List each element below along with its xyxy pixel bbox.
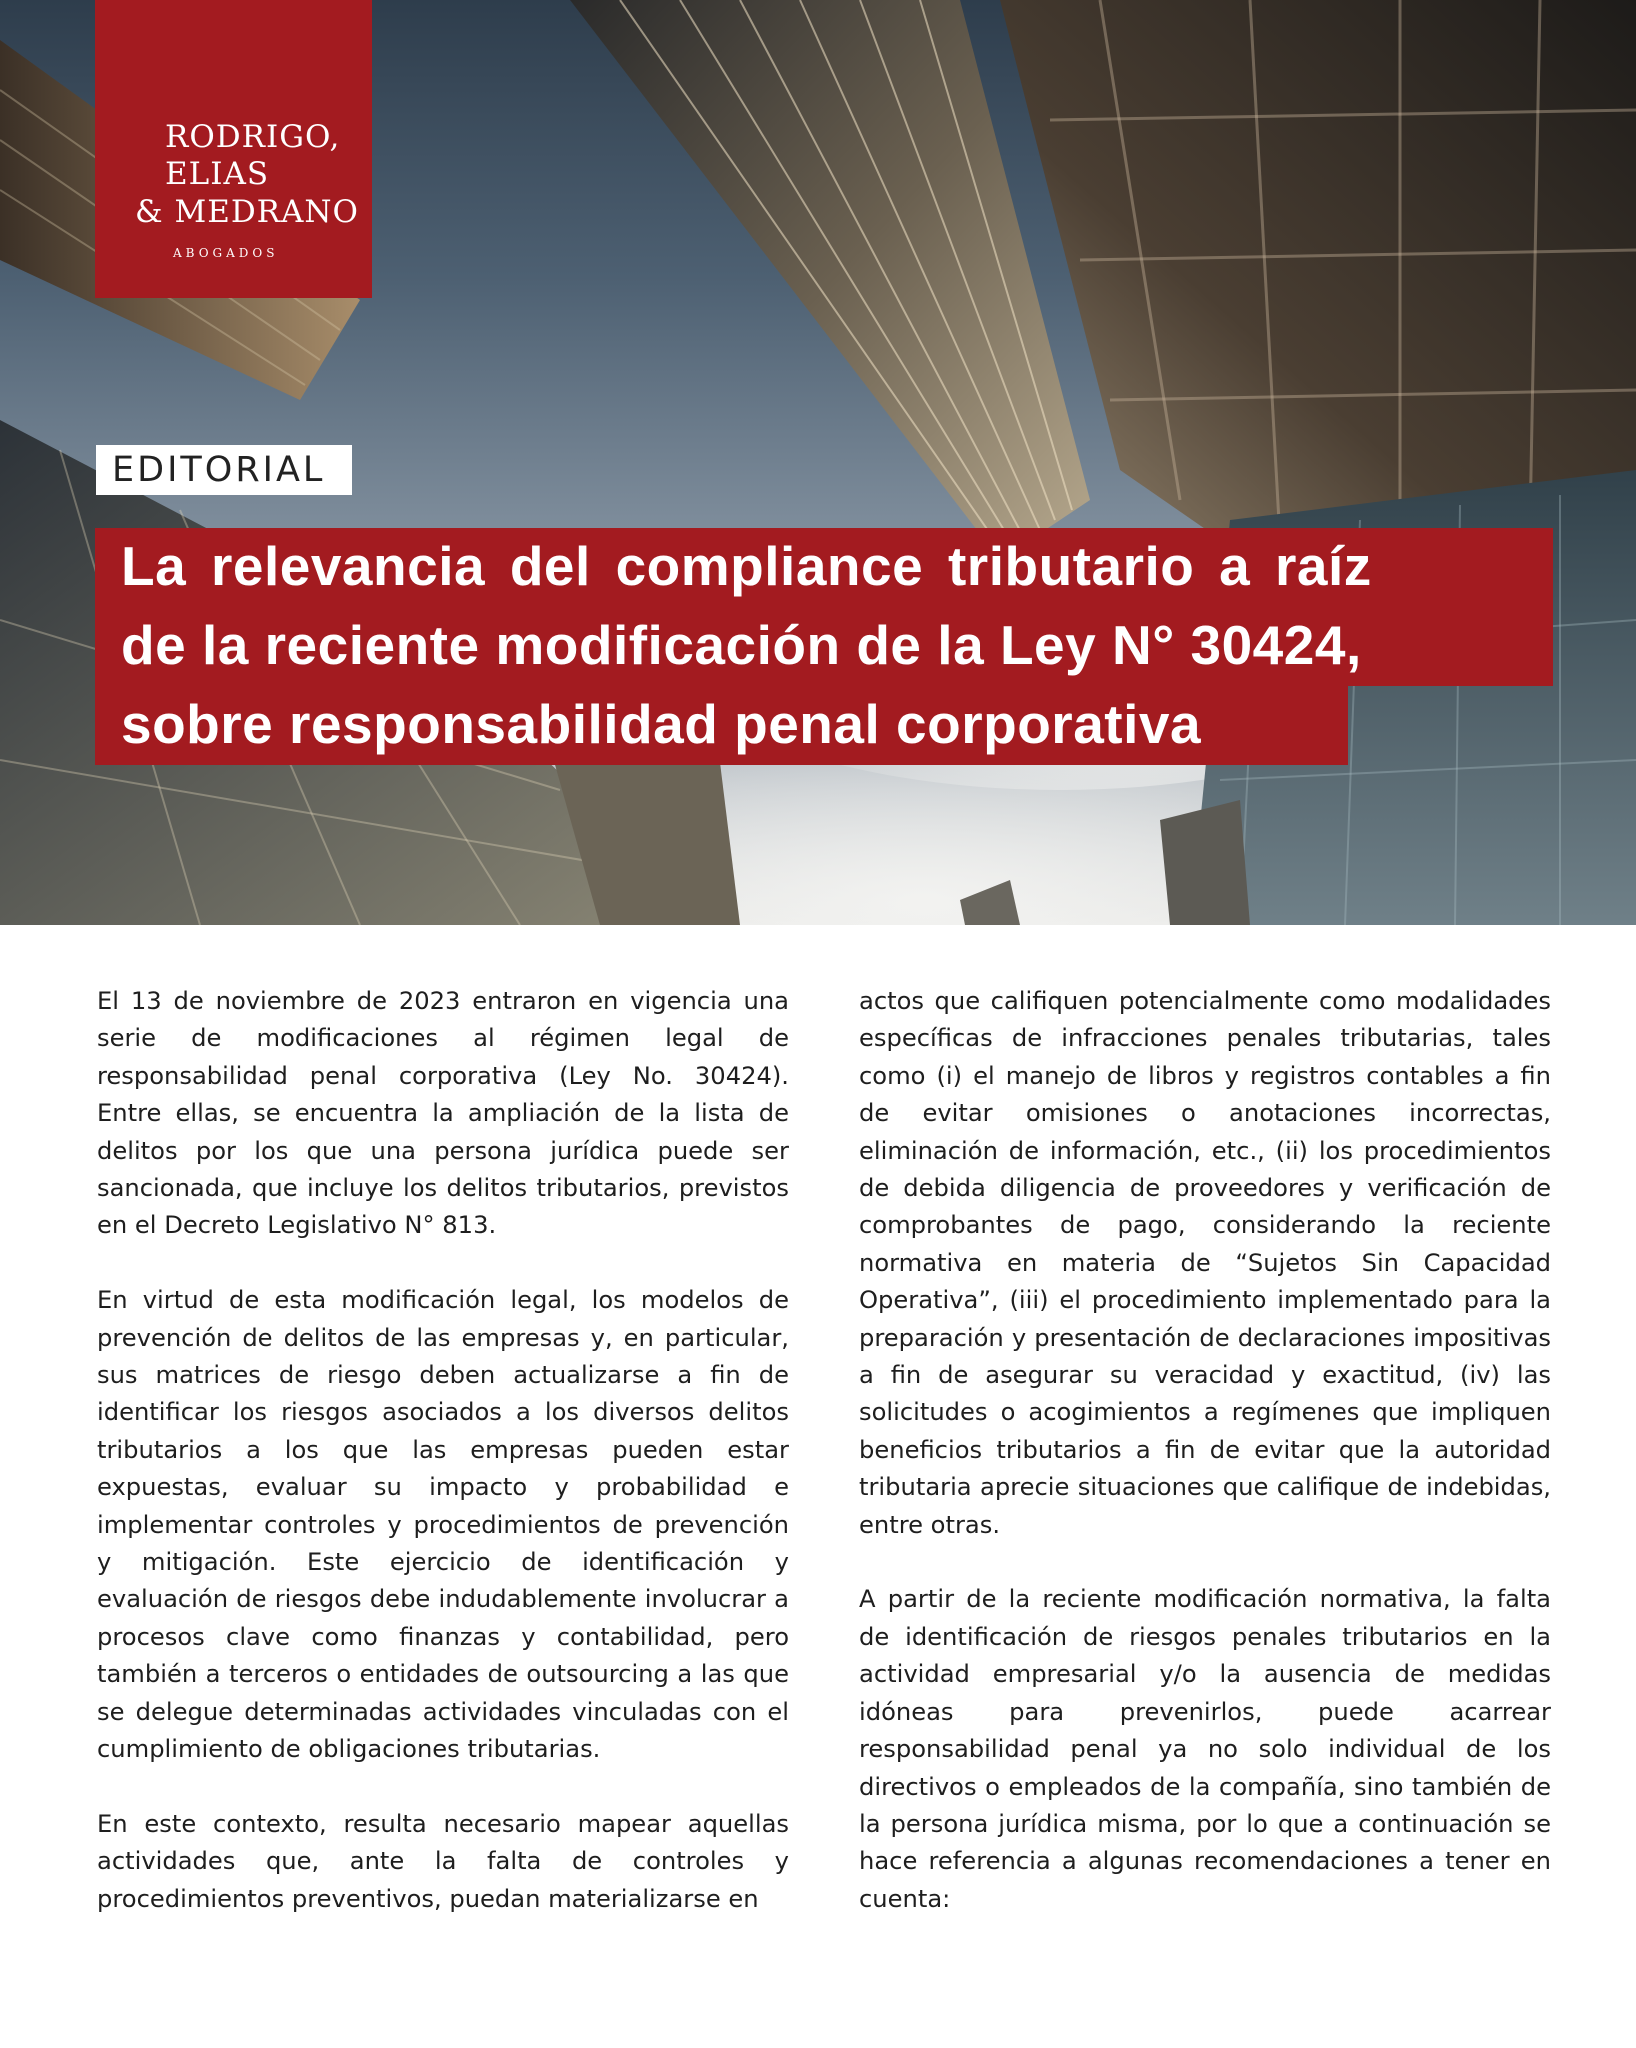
body-paragraph: En este contexto, resulta necesario mapear aquellas actividades que, ante la falta de controles y procedimientos preventivos, puedan materializarse en — [97, 1809, 789, 1913]
headline-line-3: sobre responsabilidad penal corporativa — [95, 686, 1348, 765]
body-paragraph: El 13 de noviembre de 2023 entraron en vigencia una serie de modificaciones al régimen legal de responsabilidad penal corporativa (Ley No. 30424). Entre ellas, se encuentra la ampliación de la lista de delitos por los que una persona jurídica puede ser sancionada, que incluye los delitos tributarios, previstos en el Decreto Legislativo N° 813. — [97, 987, 789, 1240]
body-paragraph: En virtud de esta modificación legal, los modelos de prevención de delitos de las empresas y, en particular, sus matrices de riesgo deben actualizarse a fin de identificar los riesgos asociados a los diversos delitos tributarios a los que las empresas pueden estar expuestas, evaluar su impacto y probabilidad e implementar controles y procedimientos de prevención y mitigación. Este ejercicio de identificación y evaluación de riesgos debe indudablemente involucrar a procesos clave como finanzas y contabilidad, pero también a terceros o entidades de outsourcing a las que se delegue determinadas actividades vinculadas con el cumplimiento de obligaciones tributarias. — [97, 1286, 789, 1764]
section-label: EDITORIAL — [96, 445, 352, 495]
body-column-right — [859, 983, 1551, 1956]
logo-line-2: ELIAS — [165, 156, 270, 192]
body-column-left — [97, 983, 789, 1956]
logo-line-1: RODRIGO, — [165, 119, 341, 155]
firm-logo — [95, 0, 372, 298]
headline-line-2: de la reciente modificación de la Ley N° 30424, — [95, 607, 1553, 686]
headline-line-1: La relevancia del compliance tributario a raíz — [95, 528, 1553, 607]
article-headline — [95, 528, 1553, 765]
body-paragraph: actos que califiquen potencialmente como modalidades específicas de infracciones penales tributarias, tales como (i) el manejo de libros y registros contables a fin de evitar omisiones o anotaciones incorrectas, eliminación de información, etc., (ii) los procedimientos de debida diligencia de proveedores y verificación de comprobantes de pago, considerando la reciente normativa en materia de “Sujetos Sin Capacidad Operativa”, (iii) el procedimiento implementado para la preparación y presentación de declaraciones impositivas a fin de asegurar su veracidad y exactitud, (iv) las solicitudes o acogimientos a regímenes que impliquen beneficios tributarios a fin de evitar que la autoridad tributaria aprecie situaciones que califique de indebidas, entre otras. — [859, 987, 1551, 1539]
body-paragraph: A partir de la reciente modificación normativa, la falta de identificación de riesgos penales tributarios en la actividad empresarial y/o la ausencia de medidas idóneas para prevenirlos, puede acarrear responsabilidad penal ya no solo individual de los directivos o empleados de la compañía, sino también de la persona jurídica misma, por lo que a continuación se hace referencia a algunas recomendaciones a tener en cuenta: — [859, 1585, 1551, 1913]
logo-line-3: & MEDRANO — [135, 194, 359, 230]
logo-subtitle: ABOGADOS — [173, 246, 279, 260]
